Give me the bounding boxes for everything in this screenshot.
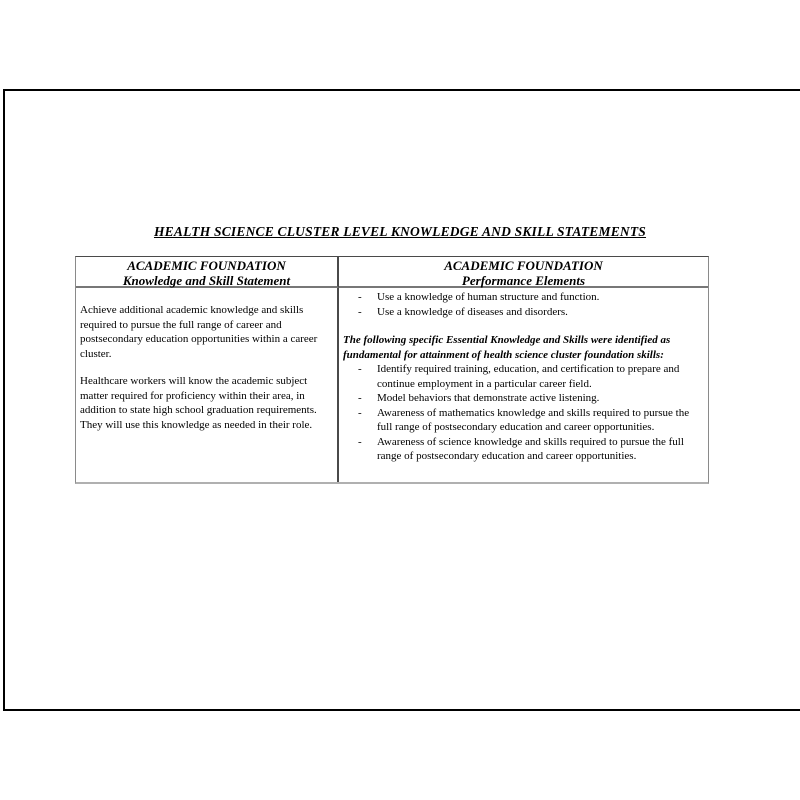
header-cell-performance-elements [339, 257, 708, 288]
list-item [343, 406, 704, 435]
list-item [343, 305, 704, 320]
dash-bullet-marker: - [358, 392, 362, 404]
document-title: HEALTH SCIENCE CLUSTER LEVEL KNOWLEDGE AND SKILL STATEMENTS [153, 224, 647, 239]
knowledge-statement-cell [76, 288, 339, 482]
left-header-line2: Knowledge and Skill Statement [122, 273, 291, 288]
dash-bullet-marker: - [358, 363, 362, 375]
left-header-line1: ACADEMIC FOUNDATION [127, 258, 286, 273]
knowledge-statement-paragraph: Healthcare workers will know the academic subject matter required for proficiency within their area, in addition to state high school graduation requirements. They will use this knowledge as needed in their role. [80, 375, 317, 431]
list-item [343, 290, 704, 305]
dash-bullet-marker: - [358, 291, 362, 303]
list-item-text: Use a knowledge of human structure and function. [377, 291, 600, 303]
list-item-text: Identify required training, education, and certification to prepare and continue employment in a particular career field. [377, 363, 680, 390]
list-item [343, 391, 704, 406]
list-item [343, 362, 704, 391]
list-item-text: Model behaviors that demonstrate active listening. [377, 392, 600, 404]
list-item-text: Use a knowledge of diseases and disorders. [377, 305, 568, 318]
knowledge-statement-paragraph: Achieve additional academic knowledge and skills required to pursue the full range of career and postsecondary education opportunities within a career cluster. [80, 304, 318, 360]
list-item-text: Awareness of mathematics knowledge and skills required to pursue the full range of postsecondary education and career opportunities. [377, 406, 690, 433]
list-item-text: Awareness of science knowledge and skills required to pursue the full range of postsecondary education and career opportunities. [377, 435, 684, 462]
performance-elements-cell [339, 288, 708, 482]
dash-bullet-marker: - [358, 305, 362, 318]
knowledge-skill-table [75, 256, 709, 484]
header-cell-knowledge-statement [76, 257, 339, 288]
right-header-line2: Performance Elements [461, 273, 586, 288]
dash-bullet-marker: - [358, 406, 362, 419]
table-body-row [76, 288, 708, 482]
list-item [343, 435, 704, 464]
essential-knowledge-emphasis: The following specific Essential Knowledge and Skills were identified as fundamental for attainment of health science cluster foundation skills: [343, 334, 671, 361]
right-header-line1: ACADEMIC FOUNDATION [444, 258, 603, 273]
dash-bullet-marker: - [358, 435, 362, 448]
table-header-row [76, 257, 708, 288]
